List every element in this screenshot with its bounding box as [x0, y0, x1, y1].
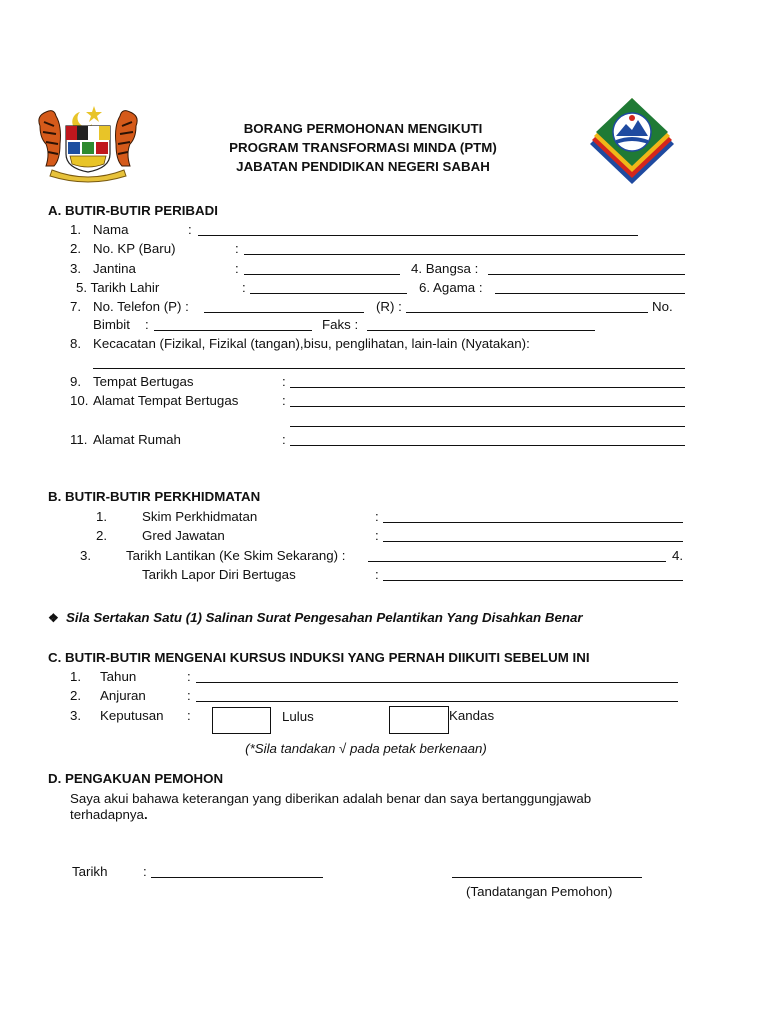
label-keputusan: Keputusan: [100, 708, 164, 723]
declaration-period: .: [143, 807, 148, 822]
input-tarikh-lantikan[interactable]: [368, 549, 666, 562]
input-kecacatan[interactable]: [93, 356, 685, 369]
coat-of-arms-icon: [34, 104, 142, 184]
colon: :: [143, 864, 147, 879]
checkbox-kandas[interactable]: [389, 706, 449, 734]
input-jantina[interactable]: [244, 262, 400, 275]
checkbox-hint: (*Sila tandakan √ pada petak berkenaan): [245, 741, 487, 756]
field-number: 3.: [70, 261, 82, 276]
label-alamat-rumah: Alamat Rumah: [93, 432, 181, 447]
label-anjuran: Anjuran: [100, 688, 146, 703]
input-tarikh[interactable]: [151, 865, 323, 878]
label-no-kp: No. KP (Baru): [93, 241, 176, 256]
label-skim-perkhidmatan: Skim Perkhidmatan: [142, 509, 258, 524]
section-b-title: B. BUTIR-BUTIR PERKHIDMATAN: [48, 489, 261, 504]
input-skim-perkhidmatan[interactable]: [383, 510, 683, 523]
field-number: 3.: [70, 708, 82, 723]
label-tarikh-lapor-diri: Tarikh Lapor Diri Bertugas: [142, 567, 296, 582]
field-number: 8.: [70, 336, 82, 351]
section-a-title: A. BUTIR-BUTIR PERIBADI: [48, 203, 218, 218]
input-tarikh-lahir[interactable]: [250, 281, 407, 294]
input-tarikh-lapor-diri[interactable]: [383, 568, 683, 581]
form-title-line-3: JABATAN PENDIDIKAN NEGERI SABAH: [236, 159, 490, 174]
field-number: 2.: [70, 688, 82, 703]
colon: :: [375, 509, 379, 524]
label-jantina: Jantina: [93, 261, 136, 276]
label-gred-jawatan: Gred Jawatan: [142, 528, 225, 543]
label-bimbit: Bimbit: [93, 317, 130, 332]
colon: :: [187, 669, 191, 684]
checkbox-lulus[interactable]: [212, 707, 271, 734]
input-bangsa[interactable]: [488, 262, 685, 275]
input-nama[interactable]: [198, 223, 638, 236]
colon: :: [235, 241, 239, 256]
input-telefon-p[interactable]: [204, 300, 364, 313]
colon: :: [375, 528, 379, 543]
colon: :: [375, 567, 379, 582]
label-alamat-tempat-bertugas: Alamat Tempat Bertugas: [93, 393, 239, 408]
input-tempat-bertugas[interactable]: [290, 375, 685, 388]
colon: :: [282, 374, 286, 389]
colon: :: [187, 708, 191, 723]
label-kandas: Kandas: [449, 708, 495, 723]
label-agama: 6. Agama :: [419, 280, 483, 295]
label-tarikh-lantikan: Tarikh Lantikan (Ke Skim Sekarang) :: [126, 548, 346, 563]
field-number: 1.: [96, 509, 108, 524]
input-alamat-tempat-bertugas[interactable]: [290, 394, 685, 407]
input-agama[interactable]: [495, 281, 685, 294]
field-number: 4.: [672, 548, 684, 563]
input-alamat-rumah[interactable]: [290, 433, 685, 446]
sabah-logo-icon: [586, 98, 678, 184]
colon: :: [187, 688, 191, 703]
colon: :: [282, 432, 286, 447]
field-number: 9.: [70, 374, 82, 389]
declaration-text-line-1: Saya akui bahawa keterangan yang diberikan adalah benar dan saya bertanggungjawab: [70, 791, 592, 806]
label-lulus: Lulus: [282, 709, 314, 724]
field-number: 7.: [70, 299, 82, 314]
label-telefon-r: (R) :: [376, 299, 402, 314]
label-nama: Nama: [93, 222, 129, 237]
label-tarikh-lahir: 5. Tarikh Lahir: [76, 280, 160, 295]
colon: :: [145, 317, 149, 332]
field-number: 2.: [96, 528, 108, 543]
label-tahun: Tahun: [100, 669, 137, 684]
label-faks: Faks :: [322, 317, 359, 332]
label-tarikh: Tarikh: [72, 864, 108, 879]
colon: :: [188, 222, 192, 237]
input-bimbit[interactable]: [154, 318, 312, 331]
field-number: 1.: [70, 222, 82, 237]
label-bangsa: 4. Bangsa :: [411, 261, 479, 276]
signature-line[interactable]: [452, 865, 642, 878]
field-number: 10.: [70, 393, 89, 408]
field-number: 11.: [70, 432, 88, 447]
field-number: 3.: [80, 548, 92, 563]
colon: :: [242, 280, 246, 295]
colon: :: [235, 261, 239, 276]
input-gred-jawatan[interactable]: [383, 529, 683, 542]
field-number: 2.: [70, 241, 82, 256]
input-alamat-tempat-bertugas-2[interactable]: [290, 414, 685, 427]
signature-caption: (Tandatangan Pemohon): [466, 884, 613, 899]
input-telefon-r[interactable]: [406, 300, 648, 313]
colon: :: [282, 393, 286, 408]
label-no: No.: [652, 299, 673, 314]
input-faks[interactable]: [367, 318, 595, 331]
form-title-line-2: PROGRAM TRANSFORMASI MINDA (PTM): [229, 140, 497, 155]
label-kecacatan: Kecacatan (Fizikal, Fizikal (tangan),bisu, penglihatan, lain-lain (Nyatakan):: [93, 336, 530, 351]
field-number: 1.: [70, 669, 82, 684]
declaration-line-2-text: terhadapnya: [70, 807, 144, 822]
diamond-bullet-icon: ❖: [48, 611, 59, 625]
input-no-kp[interactable]: [244, 242, 685, 255]
attachment-note: Sila Sertakan Satu (1) Salinan Surat Pengesahan Pelantikan Yang Disahkan Benar: [66, 610, 583, 625]
form-title-line-1: BORANG PERMOHONAN MENGIKUTI: [243, 121, 483, 136]
input-anjuran[interactable]: [196, 689, 678, 702]
input-tahun[interactable]: [196, 670, 678, 683]
label-tempat-bertugas: Tempat Bertugas: [93, 374, 194, 389]
section-c-title: C. BUTIR-BUTIR MENGENAI KURSUS INDUKSI YANG PERNAH DIIKUITI SEBELUM INI: [48, 650, 590, 665]
label-telefon-p: No. Telefon (P) :: [93, 299, 189, 314]
section-d-title: D. PENGAKUAN PEMOHON: [48, 771, 224, 786]
declaration-text-line-2: [70, 807, 148, 823]
